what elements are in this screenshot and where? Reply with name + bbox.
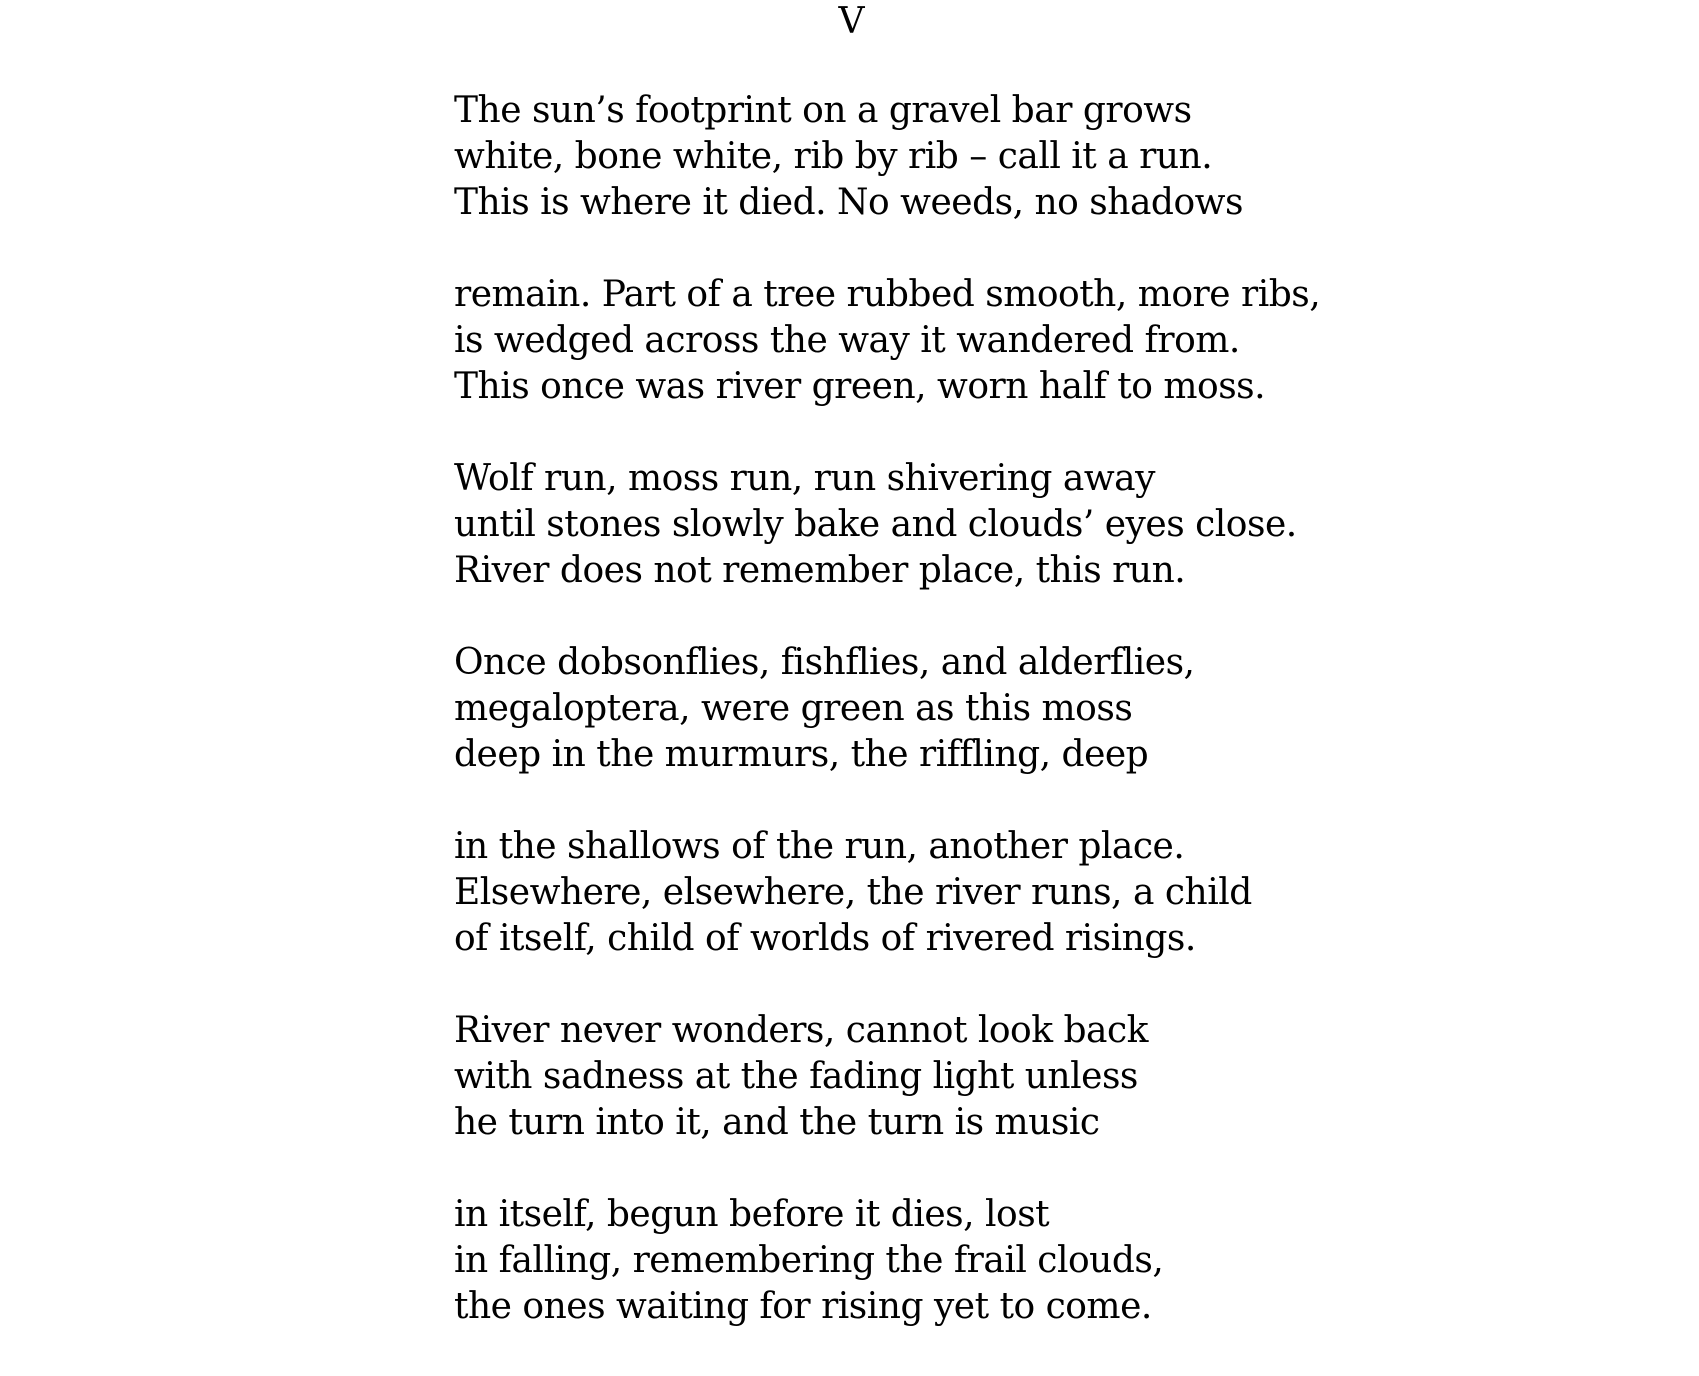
poem-line: until stones slowly bake and clouds’ eyes close. <box>454 504 1297 545</box>
poem-line: The sun’s footprint on a gravel bar grows <box>454 90 1192 131</box>
poem-line: the ones waiting for rising yet to come. <box>454 1286 1152 1327</box>
poem-line: with sadness at the fading light unless <box>454 1056 1138 1097</box>
poem-line: Once dobsonflies, fishflies, and alderflies, <box>454 642 1195 683</box>
stanza-2 <box>454 272 1554 410</box>
poem-line: River never wonders, cannot look back <box>454 1010 1148 1051</box>
poem-line: Elsewhere, elsewhere, the river runs, a child <box>454 872 1252 913</box>
stanza-1 <box>454 88 1554 226</box>
poem-line: in the shallows of the run, another place. <box>454 826 1185 867</box>
poem-line: This once was river green, worn half to moss. <box>454 366 1266 407</box>
poem-line: remain. Part of a tree rubbed smooth, more ribs, <box>454 274 1321 315</box>
stanza-3 <box>454 456 1554 594</box>
poem-body <box>454 88 1554 1376</box>
poem-line: in falling, remembering the frail clouds, <box>454 1240 1164 1281</box>
poem-line: River does not remember place, this run. <box>454 550 1186 591</box>
stanza-5 <box>454 824 1554 962</box>
poem-line: megaloptera, were green as this moss <box>454 688 1133 729</box>
stanza-4 <box>454 640 1554 778</box>
section-heading: V <box>838 1 865 42</box>
poem-line: This is where it died. No weeds, no shadows <box>454 182 1243 223</box>
stanza-6 <box>454 1008 1554 1146</box>
poem-line: in itself, begun before it dies, lost <box>454 1194 1050 1235</box>
poem-line: Wolf run, moss run, run shivering away <box>454 458 1155 499</box>
poem-line: white, bone white, rib by rib – call it a run. <box>454 136 1213 177</box>
poem-line: of itself, child of worlds of rivered risings. <box>454 918 1196 959</box>
poem-line: he turn into it, and the turn is music <box>454 1102 1100 1143</box>
stanza-7 <box>454 1192 1554 1330</box>
poem-line: deep in the murmurs, the riffling, deep <box>454 734 1149 775</box>
poem-line: is wedged across the way it wandered from. <box>454 320 1240 361</box>
